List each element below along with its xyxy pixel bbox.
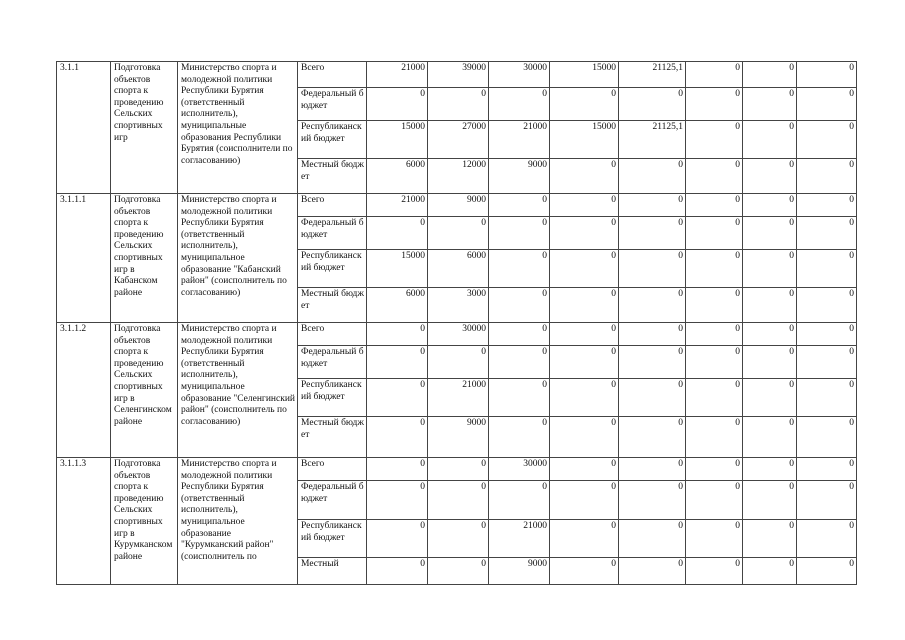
value-cell: 21000	[428, 379, 489, 417]
value-cell: 0	[428, 88, 489, 121]
value-cell: 27000	[428, 121, 489, 159]
value-cell: 0	[550, 323, 619, 346]
value-cell: 0	[743, 288, 797, 323]
value-cell: 30000	[428, 323, 489, 346]
value-cell: 0	[619, 217, 686, 250]
value-cell: 0	[686, 217, 743, 250]
funding-source-cell: Местный бюджет	[298, 417, 367, 458]
value-cell: 0	[743, 379, 797, 417]
funding-source-cell: Федеральный бюджет	[298, 88, 367, 121]
code-cell: 3.1.1.2	[57, 323, 111, 458]
value-cell: 0	[428, 481, 489, 520]
funding-source-cell: Республиканский бюджет	[298, 121, 367, 159]
value-cell: 15000	[550, 121, 619, 159]
value-cell: 0	[619, 250, 686, 288]
funding-source-cell: Федеральный бюджет	[298, 217, 367, 250]
value-cell: 0	[686, 250, 743, 288]
value-cell: 0	[619, 323, 686, 346]
value-cell: 0	[550, 288, 619, 323]
executor-cell: Министерство спорта и молодежной политики Республики Бурятия (ответственный исполнитель), муниципальное образование "Кабанский район" (соисполнитель по согласованию)	[178, 194, 298, 323]
value-cell: 0	[686, 88, 743, 121]
value-cell: 0	[550, 88, 619, 121]
value-cell: 0	[367, 88, 428, 121]
value-cell: 0	[743, 88, 797, 121]
value-cell: 0	[619, 458, 686, 481]
activity-name-cell: Подготовка объектов спорта к проведению Сельских спортивных игр в Курумканском районе	[111, 458, 178, 585]
value-cell: 0	[367, 323, 428, 346]
value-cell: 0	[619, 194, 686, 217]
value-cell: 0	[367, 520, 428, 558]
value-cell: 0	[619, 558, 686, 585]
value-cell: 9000	[428, 417, 489, 458]
funding-source-cell: Всего	[298, 62, 367, 88]
funding-source-cell: Местный бюджет	[298, 288, 367, 323]
funding-source-cell: Местный бюджет	[298, 159, 367, 194]
value-cell: 0	[743, 417, 797, 458]
executor-cell: Министерство спорта и молодежной политики Республики Бурятия (ответственный исполнитель), муниципальное образование "Селенгинский район" (соисполнитель по согласованию)	[178, 323, 298, 458]
value-cell: 15000	[550, 62, 619, 88]
value-cell: 0	[619, 288, 686, 323]
value-cell: 0	[743, 250, 797, 288]
value-cell: 0	[797, 520, 857, 558]
value-cell: 0	[797, 194, 857, 217]
code-cell: 3.1.1	[57, 62, 111, 194]
value-cell: 0	[797, 217, 857, 250]
funding-source-cell: Федеральный бюджет	[298, 481, 367, 520]
value-cell: 0	[797, 88, 857, 121]
value-cell: 0	[797, 558, 857, 585]
value-cell: 0	[489, 88, 550, 121]
value-cell: 0	[797, 288, 857, 323]
value-cell: 0	[489, 217, 550, 250]
value-cell: 0	[686, 520, 743, 558]
value-cell: 3000	[428, 288, 489, 323]
value-cell: 21000	[367, 62, 428, 88]
activity-name-cell: Подготовка объектов спорта к проведению Сельских спортивных игр	[111, 62, 178, 194]
value-cell: 0	[367, 558, 428, 585]
value-cell: 0	[743, 558, 797, 585]
funding-source-cell: Всего	[298, 323, 367, 346]
value-cell: 9000	[428, 194, 489, 217]
value-cell: 0	[367, 346, 428, 379]
value-cell: 0	[619, 88, 686, 121]
code-cell: 3.1.1.3	[57, 458, 111, 585]
value-cell: 0	[797, 379, 857, 417]
value-cell: 0	[489, 346, 550, 379]
funding-source-cell: Всего	[298, 194, 367, 217]
value-cell: 0	[686, 62, 743, 88]
value-cell: 0	[489, 288, 550, 323]
value-cell: 0	[743, 323, 797, 346]
value-cell: 0	[550, 159, 619, 194]
value-cell: 0	[367, 217, 428, 250]
value-cell: 12000	[428, 159, 489, 194]
funding-source-cell: Республиканский бюджет	[298, 250, 367, 288]
value-cell: 0	[428, 520, 489, 558]
value-cell: 0	[743, 481, 797, 520]
value-cell: 0	[743, 159, 797, 194]
value-cell: 0	[428, 558, 489, 585]
value-cell: 0	[489, 194, 550, 217]
activity-name-cell: Подготовка объектов спорта к проведению Сельских спортивных игр в Селенгинском районе	[111, 323, 178, 458]
value-cell: 0	[743, 217, 797, 250]
value-cell: 0	[686, 346, 743, 379]
value-cell: 0	[619, 159, 686, 194]
value-cell: 21000	[489, 121, 550, 159]
value-cell: 0	[489, 323, 550, 346]
value-cell: 9000	[489, 558, 550, 585]
value-cell: 0	[686, 194, 743, 217]
value-cell: 0	[550, 194, 619, 217]
value-cell: 0	[743, 520, 797, 558]
funding-source-cell: Республиканский бюджет	[298, 520, 367, 558]
value-cell: 0	[619, 481, 686, 520]
value-cell: 6000	[428, 250, 489, 288]
value-cell: 0	[743, 62, 797, 88]
value-cell: 30000	[489, 62, 550, 88]
table-row	[57, 323, 857, 346]
value-cell: 0	[428, 346, 489, 379]
value-cell: 0	[686, 558, 743, 585]
value-cell: 0	[797, 458, 857, 481]
value-cell: 0	[797, 346, 857, 379]
value-cell: 0	[550, 417, 619, 458]
value-cell: 0	[797, 481, 857, 520]
value-cell: 0	[550, 458, 619, 481]
value-cell: 0	[619, 417, 686, 458]
value-cell: 39000	[428, 62, 489, 88]
value-cell: 0	[686, 458, 743, 481]
budget-table	[56, 61, 857, 585]
value-cell: 0	[743, 458, 797, 481]
value-cell: 0	[489, 417, 550, 458]
value-cell: 21125,1	[619, 121, 686, 159]
value-cell: 15000	[367, 250, 428, 288]
value-cell: 0	[619, 520, 686, 558]
value-cell: 6000	[367, 159, 428, 194]
value-cell: 0	[550, 481, 619, 520]
value-cell: 15000	[367, 121, 428, 159]
value-cell: 0	[686, 159, 743, 194]
value-cell: 0	[686, 417, 743, 458]
value-cell: 0	[797, 62, 857, 88]
value-cell: 9000	[489, 159, 550, 194]
value-cell: 0	[550, 250, 619, 288]
value-cell: 0	[797, 417, 857, 458]
value-cell: 0	[743, 194, 797, 217]
table-body	[57, 62, 857, 585]
value-cell: 0	[743, 346, 797, 379]
value-cell: 0	[367, 458, 428, 481]
value-cell: 0	[619, 346, 686, 379]
funding-source-cell: Республиканский бюджет	[298, 379, 367, 417]
value-cell: 0	[797, 323, 857, 346]
value-cell: 0	[489, 481, 550, 520]
value-cell: 0	[550, 379, 619, 417]
activity-name-cell: Подготовка объектов спорта к проведению Сельских спортивных игр в Кабанском районе	[111, 194, 178, 323]
value-cell: 6000	[367, 288, 428, 323]
value-cell: 0	[797, 159, 857, 194]
funding-source-cell: Федеральный бюджет	[298, 346, 367, 379]
value-cell: 0	[367, 417, 428, 458]
value-cell: 0	[489, 250, 550, 288]
value-cell: 0	[686, 481, 743, 520]
funding-source-cell: Местный	[298, 558, 367, 585]
table-row	[57, 194, 857, 217]
value-cell: 0	[367, 379, 428, 417]
value-cell: 0	[428, 217, 489, 250]
value-cell: 0	[797, 121, 857, 159]
executor-cell: Министерство спорта и молодежной политики Республики Бурятия (ответственный исполнитель), муниципальное образование "Курумканский район" (соисполнитель по	[178, 458, 298, 585]
funding-source-cell: Всего	[298, 458, 367, 481]
value-cell: 0	[550, 520, 619, 558]
value-cell: 0	[550, 346, 619, 379]
executor-cell: Министерство спорта и молодежной политики Республики Бурятия (ответственный исполнитель), муниципальные образования Республики Бурятия (соисполнители по согласованию)	[178, 62, 298, 194]
value-cell: 0	[550, 558, 619, 585]
value-cell: 0	[550, 217, 619, 250]
code-cell: 3.1.1.1	[57, 194, 111, 323]
value-cell: 0	[743, 121, 797, 159]
value-cell: 0	[797, 250, 857, 288]
value-cell: 0	[686, 379, 743, 417]
value-cell: 21000	[489, 520, 550, 558]
value-cell: 0	[489, 379, 550, 417]
value-cell: 0	[367, 481, 428, 520]
value-cell: 21000	[367, 194, 428, 217]
value-cell: 21125,1	[619, 62, 686, 88]
table-row	[57, 62, 857, 88]
value-cell: 0	[428, 458, 489, 481]
value-cell: 0	[619, 379, 686, 417]
value-cell: 0	[686, 288, 743, 323]
value-cell: 0	[686, 323, 743, 346]
value-cell: 0	[686, 121, 743, 159]
table-row	[57, 458, 857, 481]
value-cell: 30000	[489, 458, 550, 481]
